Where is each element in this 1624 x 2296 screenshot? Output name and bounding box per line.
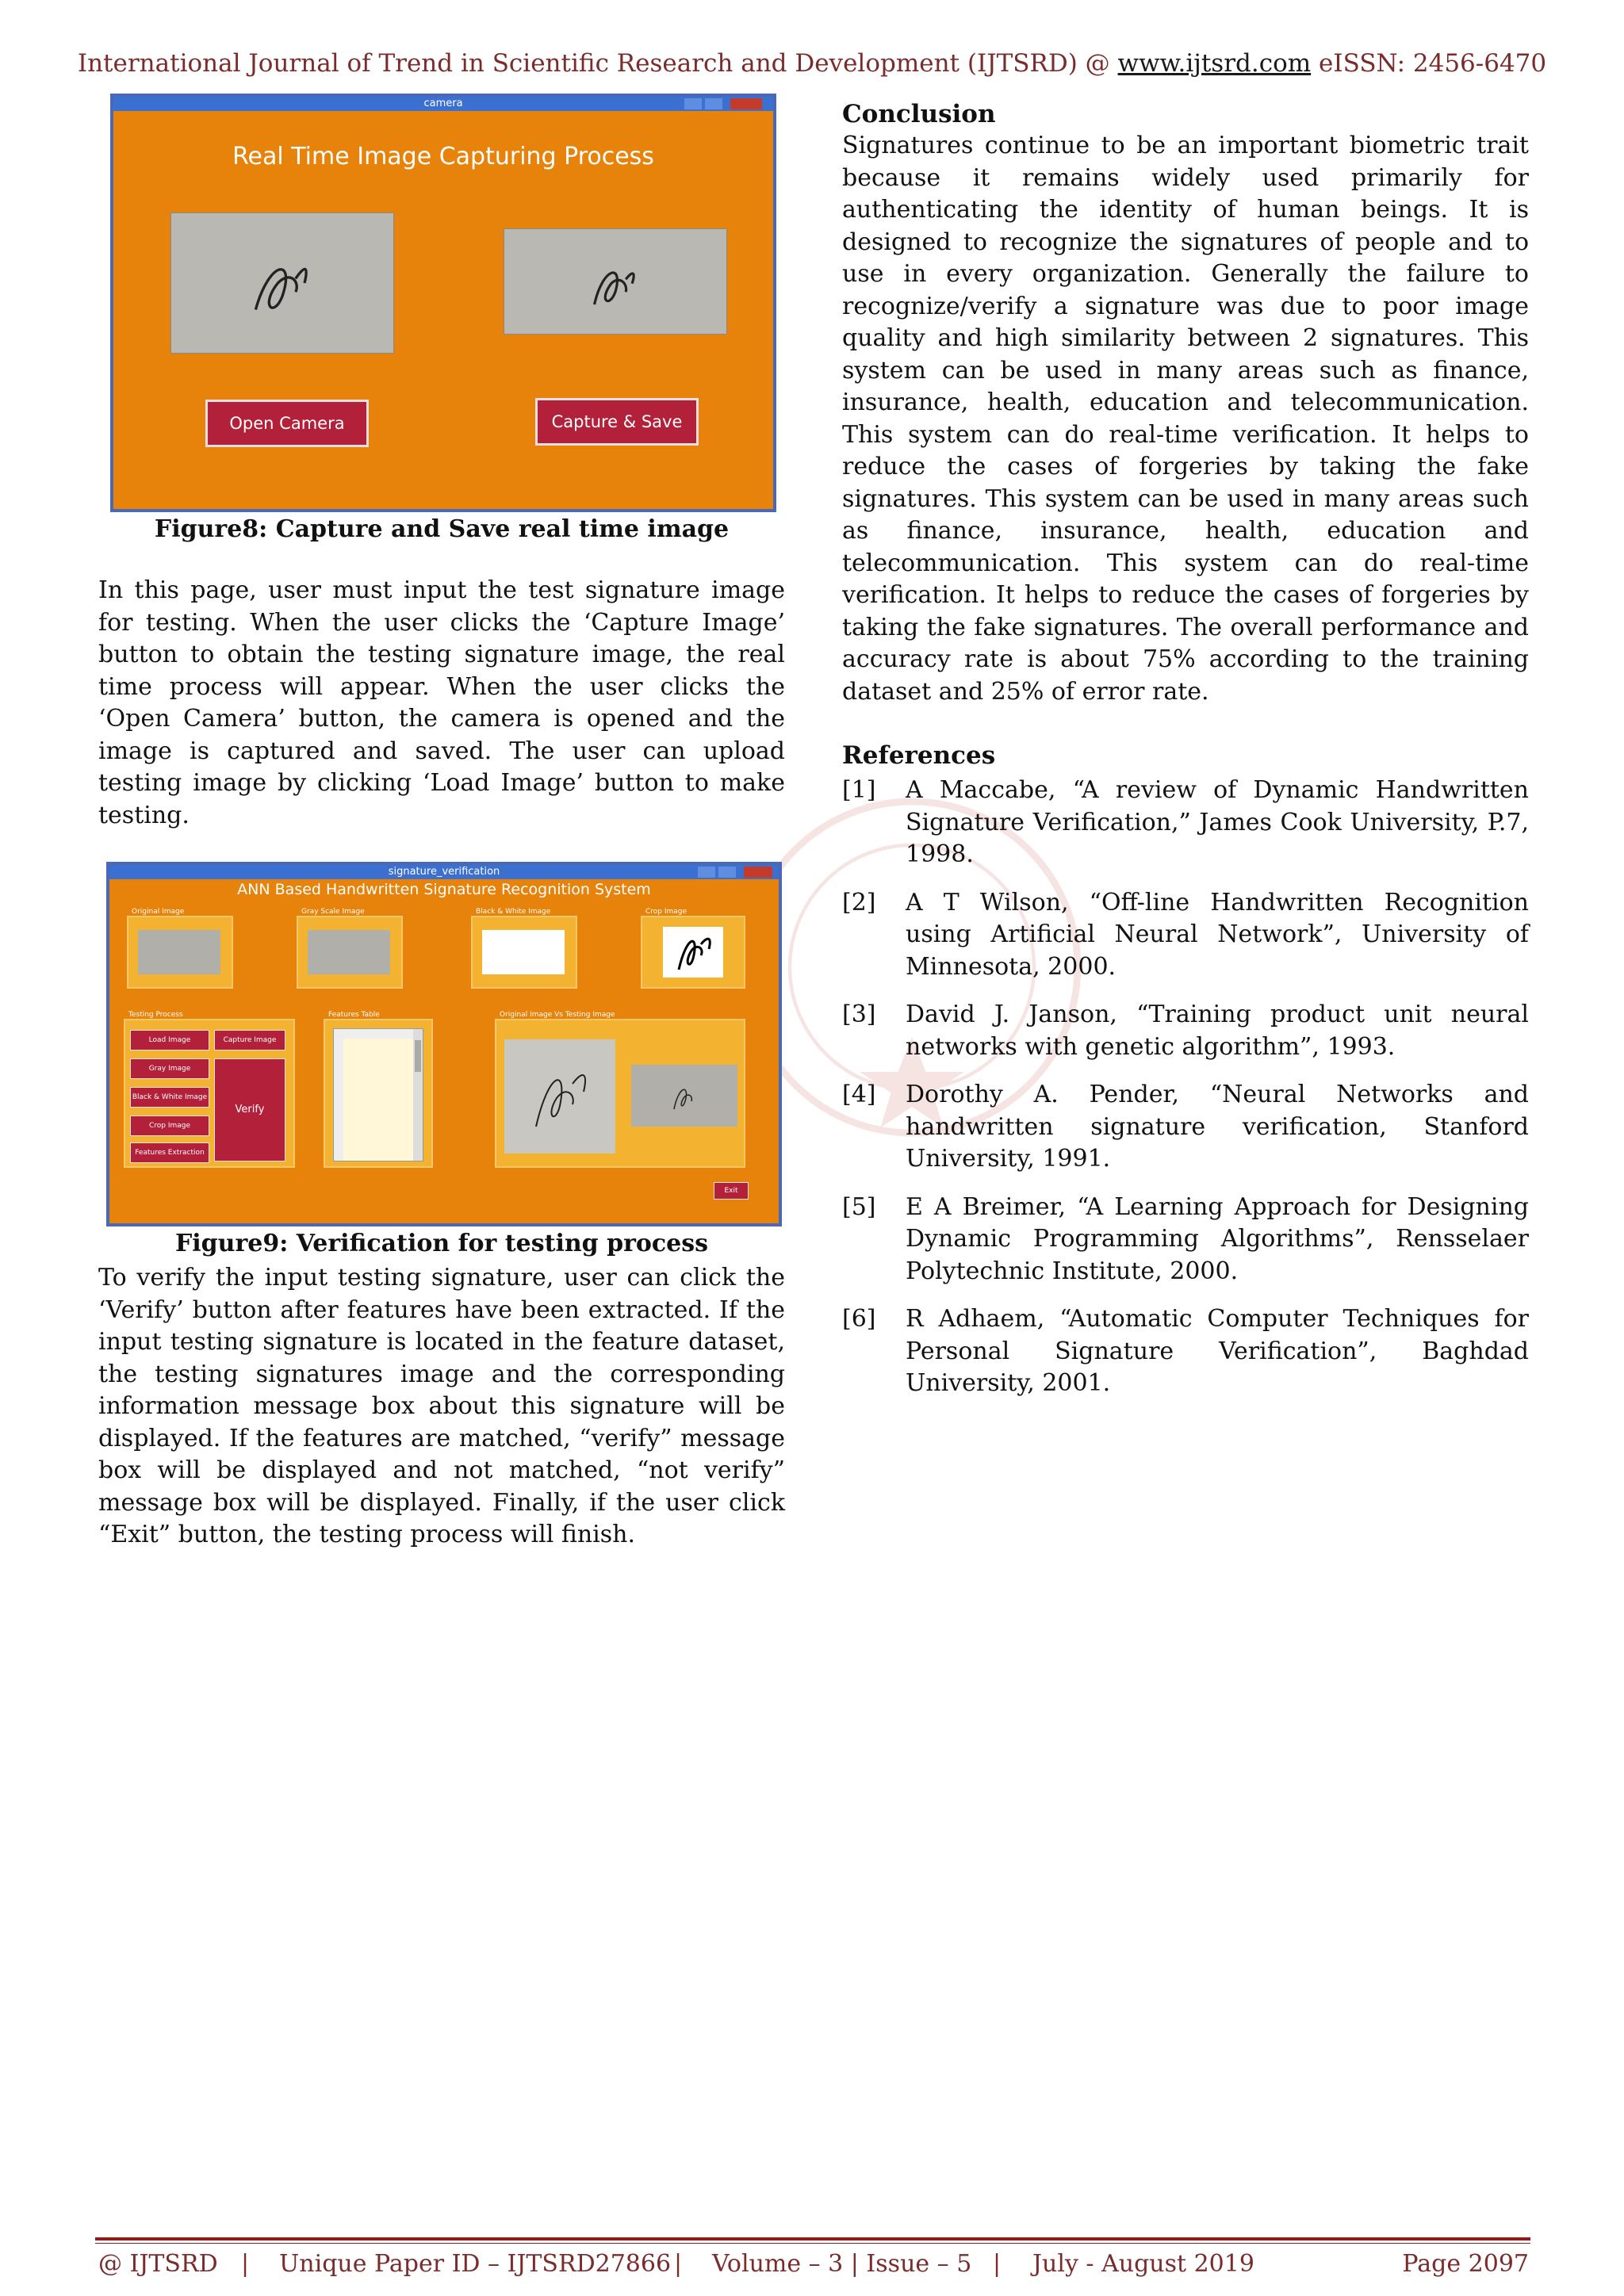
testing-signature-image (631, 1065, 737, 1127)
thumbnail (663, 927, 723, 978)
thumbnail (482, 930, 565, 974)
original-image-panel (127, 908, 233, 989)
features-extraction-button[interactable]: Features Extraction (130, 1142, 209, 1163)
minimize-icon[interactable] (698, 867, 715, 878)
figure9-verification-window (106, 862, 782, 1226)
captured-image (504, 228, 727, 335)
verify-button[interactable]: Verify (214, 1058, 285, 1161)
footer-volume: Volume – 3 | Issue – 5 (712, 2250, 972, 2278)
journal-name: International Journal of Trend in Scientific Research and Development (IJTSRD) @ (77, 49, 1110, 78)
reference-text: Dorothy A. Pender, “Neural Networks and handwritten signature verification, Stanford University, 1991. (906, 1081, 1529, 1173)
reference-item (842, 887, 1529, 984)
capture-process-title: Real Time Image Capturing Process (232, 143, 654, 170)
figure8-caption: Figure8: Capture and Save real time image (154, 515, 730, 543)
black-white-panel (471, 908, 577, 989)
features-table-grid (334, 1029, 423, 1161)
footer-separator: | (993, 2250, 1002, 2278)
footer-paper-id: Unique Paper ID – IJTSRD27866 (279, 2250, 672, 2278)
window-title: camera (423, 98, 463, 109)
minimize-icon[interactable] (684, 98, 702, 109)
capture-image-button[interactable]: Capture Image (214, 1030, 285, 1050)
journal-url-link[interactable]: www.ijtsrd.com (1117, 49, 1312, 78)
reference-number: [5] (842, 1192, 876, 1221)
maximize-icon[interactable] (705, 98, 722, 109)
black-white-button[interactable]: Black & White Image (130, 1087, 209, 1108)
figure9-caption: Figure9: Verification for testing process (174, 1230, 709, 1257)
open-camera-button[interactable]: Open Camera (205, 400, 369, 447)
close-icon[interactable] (730, 98, 762, 109)
window-titlebar (109, 865, 779, 879)
references-list (842, 775, 1529, 1400)
references-heading: References (842, 741, 996, 770)
thumbnail (138, 930, 220, 974)
footer-rule (95, 2237, 1530, 2241)
paragraph-verify-process: To verify the input testing signature, user can click the ‘Verify’ button after features have been extracted. If the input testing signature is located in the feature dataset, the testing signatures image and the corresponding information message box about this signature will be displayed. If the features are matched, “verify” message box will be displayed and not matched, “not verify” message box will be displayed. Finally, if the user click “Exit” button, the testing process will finish. (98, 1264, 785, 1548)
figure8-camera-window (110, 94, 776, 512)
footer-page-number: Page 2097 (1402, 2250, 1529, 2278)
system-title: ANN Based Handwritten Signature Recognition System (237, 881, 651, 898)
close-icon[interactable] (744, 867, 772, 878)
reference-text: A Maccabe, “A review of Dynamic Handwritten Signature Verification,” James Cook University, P.7, 1998. (906, 776, 1529, 868)
left-column (98, 94, 785, 1552)
comparison-panel (495, 1011, 745, 1168)
thumbnail (308, 930, 390, 974)
gray-image-button[interactable]: Gray Image (130, 1058, 209, 1079)
reference-item (842, 1192, 1529, 1288)
reference-text: David J. Janson, “Training product unit neural networks with genetic algorithm”, 1993. (906, 1001, 1529, 1061)
reference-number: [4] (842, 1081, 876, 1108)
reference-number: [2] (842, 888, 876, 916)
features-table[interactable] (333, 1028, 423, 1161)
reference-item (842, 999, 1529, 1063)
reference-text: E A Breimer, “A Learning Approach for Designing Dynamic Programming Algorithms”, Rensselaer Polytechnic Institute, 2000. (906, 1192, 1529, 1285)
footer-rule-thin (95, 2243, 1530, 2244)
original-signature-image (504, 1039, 615, 1154)
footer-separator: | (674, 2250, 683, 2278)
reference-number: [6] (842, 1305, 876, 1333)
panel-label: Original Image (132, 908, 185, 916)
signature-image (631, 1065, 737, 1127)
panel-label: Testing Process (128, 1011, 183, 1019)
panel-label: Crop Image (645, 908, 688, 916)
signature-image (504, 1039, 615, 1154)
paragraph-testing-input: In this page, user must input the test signature image for testing. When the user clicks the ‘Capture Image’ button to obtain the testing signature image, the real time process will appear. When the user clicks the ‘Open Camera’ button, the camera is opened and the image is captured and saved. The user can upload testing image by clicking ‘Load Image’ button to make testing. (98, 576, 785, 829)
window-title: signature_verification (388, 866, 500, 878)
reference-text: R Adhaem, “Automatic Computer Techniques for Personal Signature Verification”, Baghdad University, 2001. (906, 1305, 1529, 1397)
gray-scale-panel (297, 908, 403, 989)
reference-number: [3] (842, 1001, 876, 1028)
reference-text: A T Wilson, “Off-line Handwritten Recognition using Artificial Neural Network”, University of Minnesota, 2000. (906, 888, 1529, 981)
conclusion-text: Signatures continue to be an important biometric trait because it remains widely used primarily for authenticating the identity of human beings. It is designed to recognize the signatures of people and to use in every organization. Generally the failure to recognize/verify a signature was due to poor image quality and high similarity between 2 signatures. This system can be used in many areas such as finance, insurance, health, education and telecommunication. This system can do real-time verification. It helps to reduce the cases of forgeries by taking the fake signatures. This system can be used in many areas such as finance, insurance, health, education and telecommunication. This system can do real-time verification. It helps to reduce the cases of forgeries by taking the fake signatures. The overall performance and accuracy rate is about 75% according to the training dataset and 25% of error rate. (842, 132, 1529, 706)
reference-number: [1] (842, 776, 876, 804)
reference-item (842, 1303, 1529, 1400)
window-titlebar (113, 97, 773, 111)
conclusion-heading: Conclusion (842, 100, 996, 128)
reference-item (842, 1079, 1529, 1176)
signature-image (504, 229, 726, 334)
right-column (842, 98, 1529, 1416)
footer-separator: | (241, 2250, 250, 2278)
maximize-icon[interactable] (718, 867, 736, 878)
running-header (0, 49, 1624, 78)
crop-image-panel (641, 908, 745, 989)
load-image-button[interactable]: Load Image (130, 1030, 209, 1050)
live-camera-image (170, 212, 394, 354)
signature-image (171, 213, 393, 353)
exit-button[interactable]: Exit (714, 1182, 749, 1200)
testing-process-panel (124, 1011, 295, 1168)
footer-date: July - August 2019 (1032, 2250, 1254, 2278)
reference-item (842, 775, 1529, 871)
panel-label: Features Table (328, 1011, 380, 1019)
panel-label: Black & White Image (476, 908, 551, 916)
footer-journal: @ IJTSRD (98, 2250, 218, 2278)
capture-save-button[interactable]: Capture & Save (535, 398, 699, 446)
crop-image-button[interactable]: Crop Image (130, 1115, 209, 1136)
panel-label: Gray Scale Image (301, 908, 365, 916)
panel-label: Original Image Vs Testing Image (500, 1011, 615, 1019)
issn: eISSN: 2456-6470 (1319, 49, 1547, 78)
signature-image (663, 927, 723, 978)
features-table-panel (324, 1011, 433, 1168)
